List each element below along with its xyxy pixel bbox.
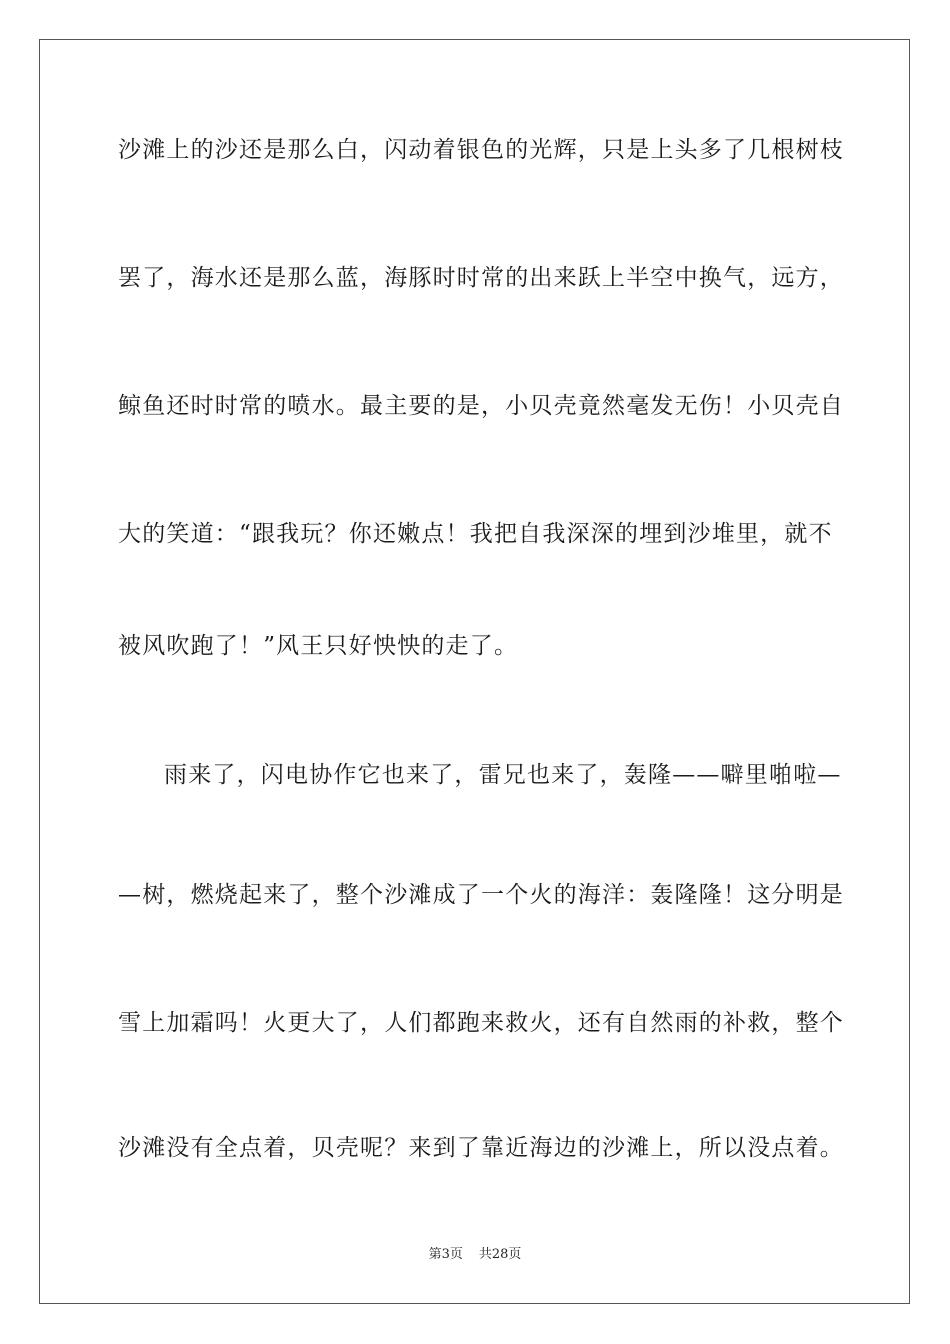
paragraph-line-9: 沙滩没有全点着，贝壳呢？来到了靠近海边的沙滩上，所以没点着。 [118, 1135, 844, 1161]
page-total: 共28页 [478, 1247, 522, 1262]
paragraph-line-4: 大的笑道：“跟我玩？你还嫩点！我把自我深深的埋到沙堆里，就不 [118, 521, 833, 547]
page-border [39, 39, 910, 1304]
page-number: 第3页 [428, 1247, 463, 1262]
paragraph-line-6: 雨来了，闪电协作它也来了，雷兄也来了，轰隆——噼里啪啦— [164, 762, 842, 788]
paragraph-line-3: 鲸鱼还时时常的喷水。最主要的是，小贝壳竟然毫发无伤！小贝壳自 [118, 393, 844, 419]
paragraph-line-5: 被风吹跑了！”风王只好怏怏的走了。 [118, 633, 519, 659]
page-footer [0, 1246, 950, 1264]
paragraph-line-7: —树，燃烧起来了，整个沙滩成了一个火的海洋：轰隆隆！这分明是 [118, 882, 844, 908]
paragraph-line-8: 雪上加霜吗！火更大了，人们都跑来救火，还有自然雨的补救，整个 [118, 1010, 844, 1036]
paragraph-line-2: 罢了，海水还是那么蓝，海豚时时常的出来跃上半空中换气，远方， [118, 265, 844, 291]
paragraph-line-1: 沙滩上的沙还是那么白，闪动着银色的光辉，只是上头多了几根树枝 [118, 137, 844, 163]
